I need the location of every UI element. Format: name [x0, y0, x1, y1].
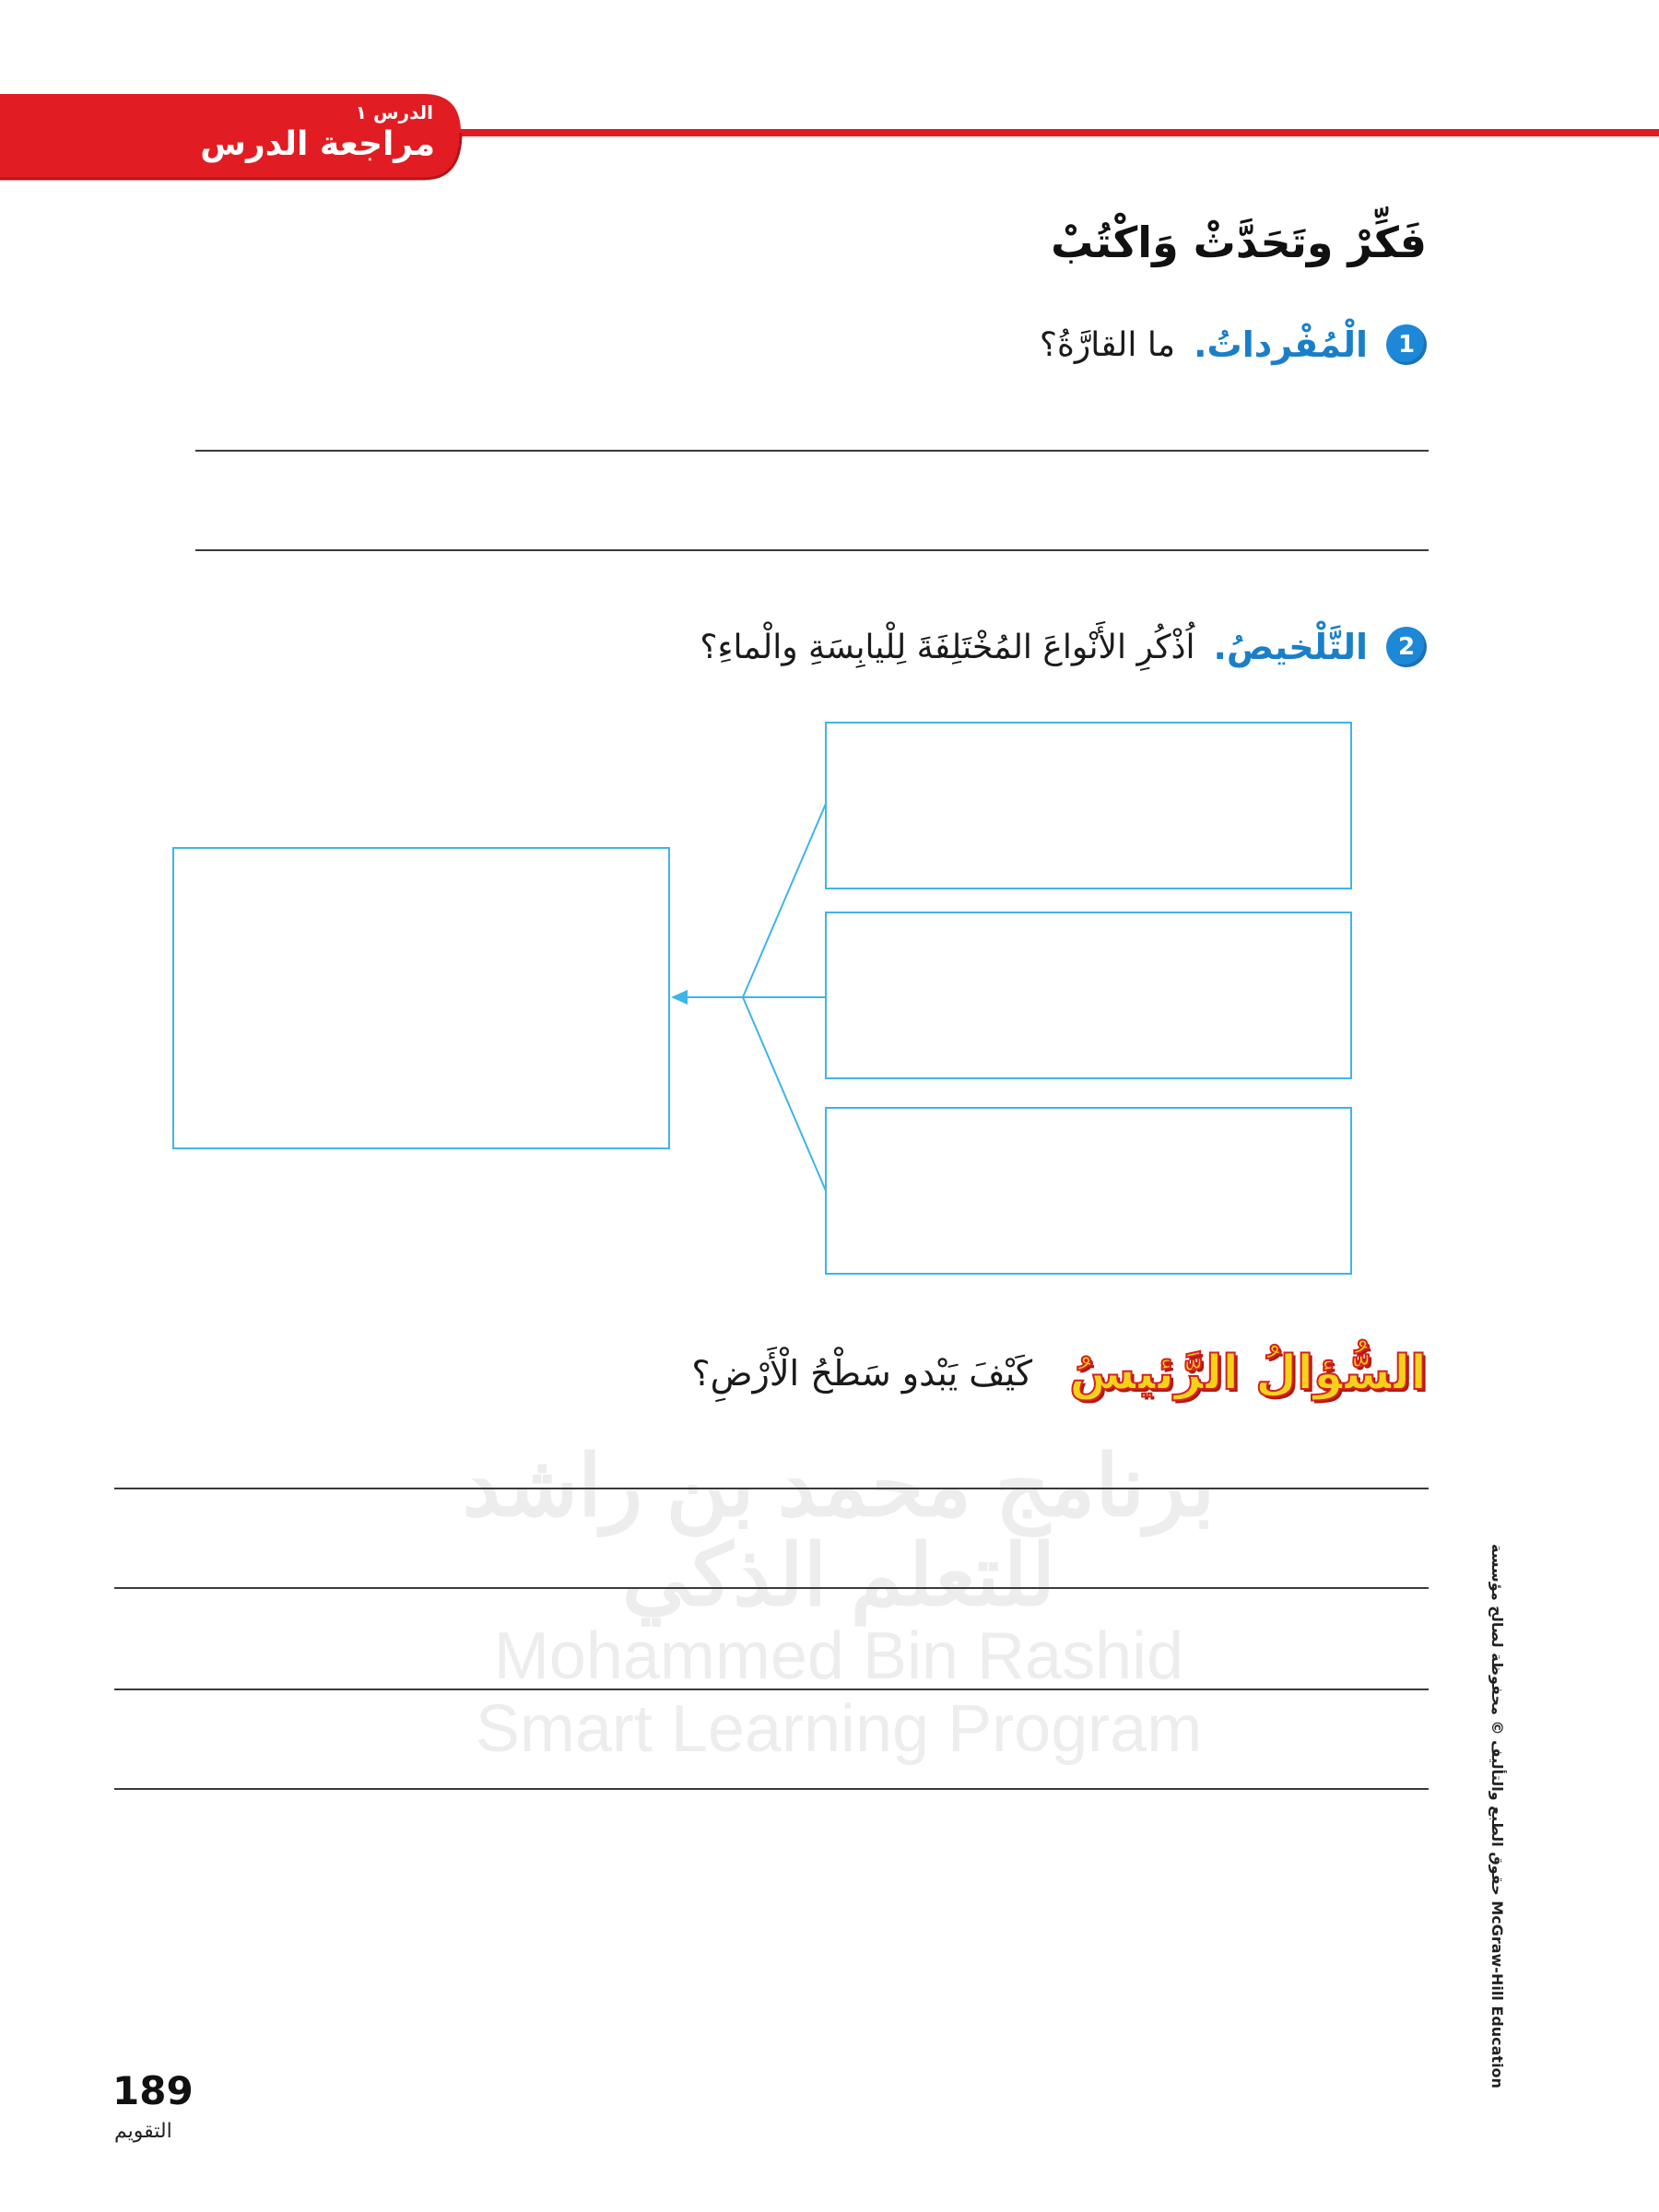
connector-lines	[743, 804, 826, 1191]
question-number-badge: 2	[1386, 627, 1427, 667]
question-number-badge: 1	[1386, 324, 1427, 365]
page-number: 189	[112, 2068, 194, 2113]
watermark	[442, 1442, 1235, 1767]
watermark-arabic-line-1: برنامج محمد بن راشد	[462, 1440, 1216, 1534]
detail-box-1[interactable]	[826, 723, 1351, 888]
copyright-notice	[1478, 1543, 1515, 2088]
answer-line[interactable]	[114, 1688, 1429, 1690]
answer-line[interactable]	[114, 1788, 1429, 1790]
summary-box[interactable]	[173, 848, 669, 1148]
page-section-label: التقويم	[114, 2120, 172, 2143]
detail-box-2[interactable]	[826, 912, 1351, 1078]
question-label: الْمُفْرداتُ.	[1194, 324, 1368, 365]
question-text: ما القارَّةُ؟	[1039, 325, 1176, 364]
page-title: فَكِّرْ وتَحَدَّثْ وَاكْتُبْ	[1051, 218, 1427, 267]
essential-question-text: كَيْفَ يَبْدو سَطْحُ الْأَرْضِ؟	[691, 1353, 1033, 1394]
question-2	[700, 627, 1427, 667]
question-label: التَّلْخيصُ.	[1213, 627, 1368, 667]
copyright-text: حقوق الطبع والتأليف © محفوظة لصالح مؤسسة McGraw-Hill Education	[1488, 1543, 1506, 2088]
question-text: اُذْكُرِ الأَنْواعَ المُخْتَلِفَةَ لِلْيابِسَةِ والْماءِ؟	[700, 628, 1195, 666]
arrow-left-icon	[671, 990, 688, 1005]
question-1	[1040, 324, 1427, 365]
detail-box-3[interactable]	[826, 1108, 1351, 1274]
lesson-number: الدرس ١	[355, 101, 433, 124]
section-title: مراجعة الدرس	[200, 125, 435, 163]
watermark-english-line-1: Mohammed Bin Rashid	[493, 1619, 1184, 1694]
essential-question	[691, 1346, 1427, 1401]
answer-line[interactable]	[195, 450, 1429, 452]
answer-line[interactable]	[114, 1488, 1429, 1489]
watermark-english-line-2: Smart Learning Program	[475, 1692, 1203, 1767]
answer-line[interactable]	[195, 549, 1429, 551]
answer-line[interactable]	[114, 1587, 1429, 1589]
essential-question-label: السُّؤالُ الرَّئيسُ	[1069, 1346, 1427, 1401]
watermark-arabic-line-2: للتعلم الذكي	[621, 1528, 1056, 1623]
